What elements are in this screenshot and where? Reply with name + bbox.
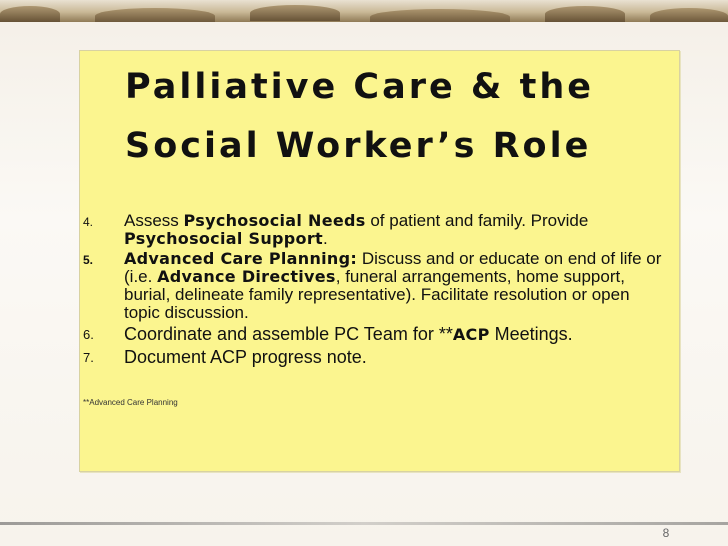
item-text: Discuss and or educate on end of life or (i.e. xyxy=(124,249,662,286)
decorative-top-banner xyxy=(0,0,728,22)
slide-title-line-1: Palliative Care & the xyxy=(125,67,594,107)
item-text-bold: Psychosocial Needs xyxy=(183,211,366,230)
slide-title xyxy=(125,58,655,176)
item-text: Meetings. xyxy=(489,324,573,344)
list-item xyxy=(83,347,668,368)
list-item-number: 6. xyxy=(83,327,94,342)
list-item xyxy=(83,212,668,248)
list-item-number: 5. xyxy=(83,253,94,267)
item-text-bold: ACP xyxy=(452,325,490,344)
footnote: **Advanced Care Planning xyxy=(83,398,178,407)
item-text: Coordinate and assemble PC Team for ** xyxy=(124,324,453,344)
item-text: Document ACP progress note. xyxy=(124,347,367,367)
item-text-bold: Psychosocial Support xyxy=(124,229,323,248)
item-text-bold: Advanced Care Planning: xyxy=(124,249,358,268)
list-item xyxy=(83,250,668,322)
slide-title-line-2: Social Worker’s Role xyxy=(125,126,592,166)
item-text: , funeral arrangements, home support, burial, delineate family representative). Facilitate resolution or open topic discussion. xyxy=(124,267,630,322)
item-text: Assess xyxy=(124,211,184,230)
role-list xyxy=(83,212,668,370)
list-item xyxy=(83,324,668,345)
item-text-bold: Advance Directives xyxy=(157,267,336,286)
list-item-number: 4. xyxy=(83,215,94,229)
page-number: 8 xyxy=(662,526,670,540)
item-text: of patient and family. Provide xyxy=(365,211,589,230)
list-item-number: 7. xyxy=(83,350,94,365)
item-text: . xyxy=(322,229,328,248)
bottom-divider xyxy=(0,522,728,525)
